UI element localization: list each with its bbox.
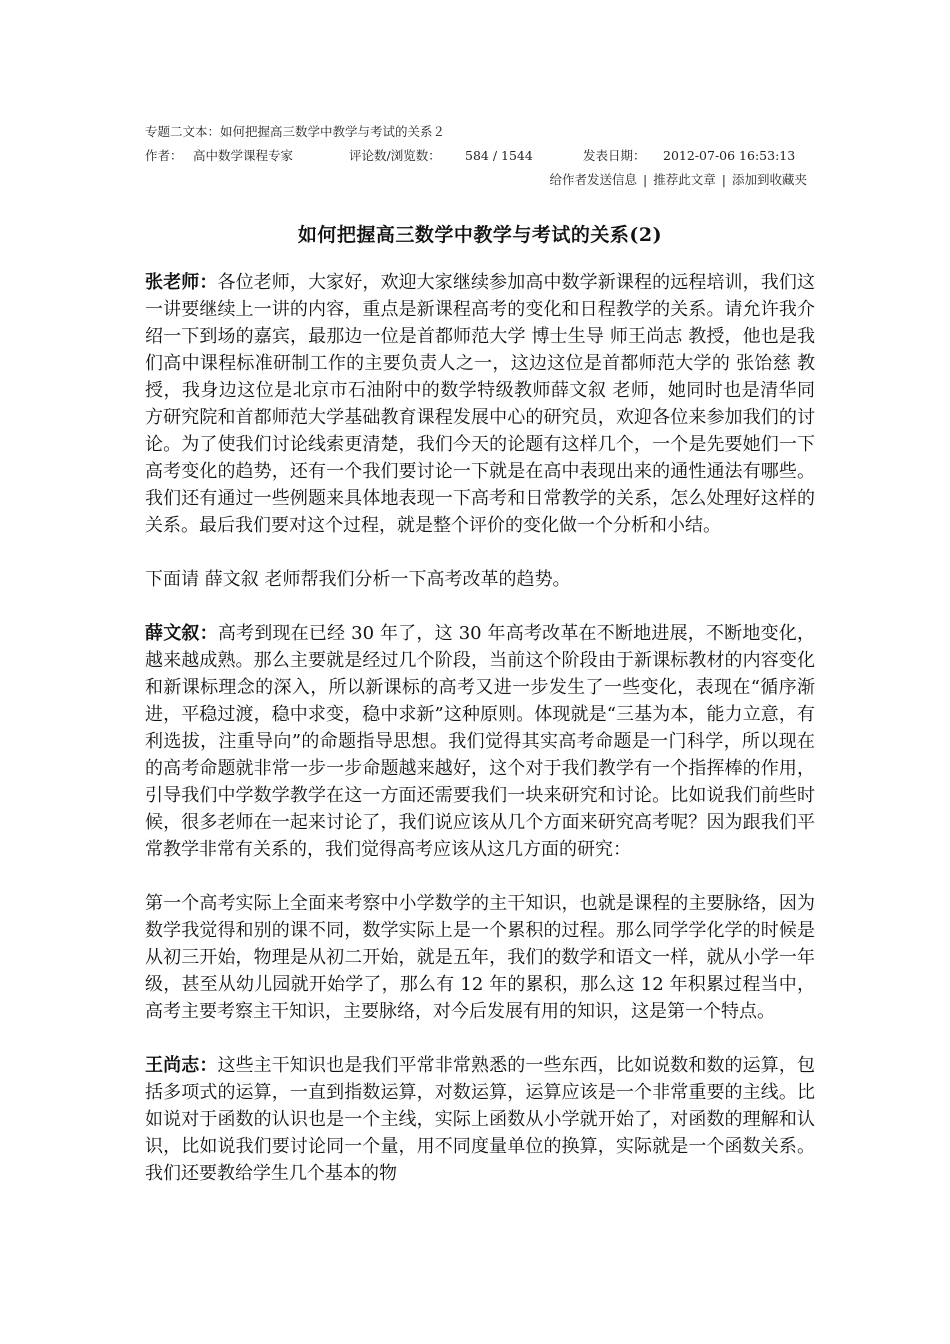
date-label: 发表日期： [583,148,646,163]
paragraph-text: 高考到现在已经 30 年了，这 30 年高考改革在不断地进展，不断地变化，越来越成熟。那么主要就是经过几个阶段，当前这个阶段由于新课标教材的内容变化和新课标理念的深入，所以新课标的高考又进一步发生了一些变化，表现在“循序渐进，平稳过渡，稳中求变，稳中求新”这种原则。体现就是“三基为本，能力立意，有利选拔，注重导向”的命题指导思想。我们觉得其实高考命题是一门科学，所以现在的高考命题就非常一步一步命题越来越好，这个对于我们教学有一个指挥棒的作用，引导我们中学数学教学在这一方面还需要我们一块来研究和讨论。比如说我们前些时候，很多老师在一起来讨论了，我们说应该从几个方面来研究高考呢？因为跟我们平常教学非常有关系的，我们觉得高考应该从这几方面的研究： [145,623,815,860]
separator: | [721,172,726,187]
author-name: 高中数学课程专家 [193,148,294,163]
paragraph [145,890,815,1025]
author-label: 作者： [145,148,183,163]
paragraph-text: 这些主干知识也是我们平常非常熟悉的一些东西，比如说数和数的运算，包括多项式的运算，一直到指数运算，对数运算，运算应该是一个非常重要的主线。比如说对于函数的认识也是一个主线，实际上函数从小学就开始了，对函数的理解和认识，比如说我们要讨论同一个量，用不同度量单位的换算，实际就是一个函数关系。我们还要教给学生几个基本的物 [145,1055,816,1184]
document-page [145,120,815,1214]
paragraph [145,269,815,539]
speaker-name: 王尚志： [145,1055,218,1076]
speaker-name: 薛文叙： [145,623,218,644]
paragraph-text: 第一个高考实际上全面来考察中小学数学的主干知识，也就是课程的主要脉络，因为数学我觉得和别的课不同，数学实际上是一个累积的过程。那么同学学化学的时候是从初三开始，物理是从初二开始，就是五年，我们的数学和语文一样，就从小学一年级，甚至从幼儿园就开始学了，那么有 12 年的累积，那么这 12 年积累过程当中，高考主要考察主干知识，主要脉络，对今后发展有用的知识，这是第一个特点。 [145,893,815,1022]
speaker-name: 张老师： [145,272,218,293]
stats-value: 584 / 1544 [465,148,533,163]
recommend-link[interactable]: 推荐此文章 [653,172,716,187]
favorite-link[interactable]: 添加到收藏夹 [731,172,807,187]
article-body [145,269,815,1187]
paragraph [145,566,815,593]
separator: | [643,172,648,187]
article-actions [145,168,815,192]
article-meta [145,120,815,168]
article-title: 如何把握高三数学中教学与考试的关系(2) [297,224,663,246]
date-value: 2012-07-06 16:53:13 [663,148,796,163]
send-message-link[interactable]: 给作者发送信息 [549,172,638,187]
topic-line: 专题二文本：如何把握高三数学中教学与考试的关系２ [145,124,446,139]
stats-label: 评论数/浏览数： [349,148,441,163]
paragraph [145,620,815,863]
paragraph-text: 各位老师，大家好，欢迎大家继续参加高中数学新课程的远程培训，我们这一讲要继续上一讲的内容，重点是新课程高考的变化和日程教学的关系。请允许我介绍一下到场的嘉宾，最那边一位是首都师范大学 博士生导 师王尚志 教授，他也是我们高中课程标准研制工作的主要负责人之一，这边这位是首都师范大学的 张饴慈 教授，我身边这位是北京市石油附中的数学特级教师薛文叙 老师，她同时也是清华同方研究院和首都师范大学基础教育课程发展中心的研究员，欢迎各位来参加我们的讨论。为了使我们讨论线索更清楚，我们今天的论题有这样几个，一个是先要她们一下高考变化的趋势，还有一个我们要讨论一下就是在高中表现出来的通性通法有哪些。我们还有通过一些例题来具体地表现一下高考和日常教学的关系，怎么处理好这样的关系。最后我们要对这个过程，就是整个评价的变化做一个分析和小结。 [145,272,816,536]
paragraph [145,1052,815,1187]
meta-info-row [145,144,815,168]
paragraph-text: 下面请 薛文叙 老师帮我们分析一下高考改革的趋势。 [145,569,571,590]
